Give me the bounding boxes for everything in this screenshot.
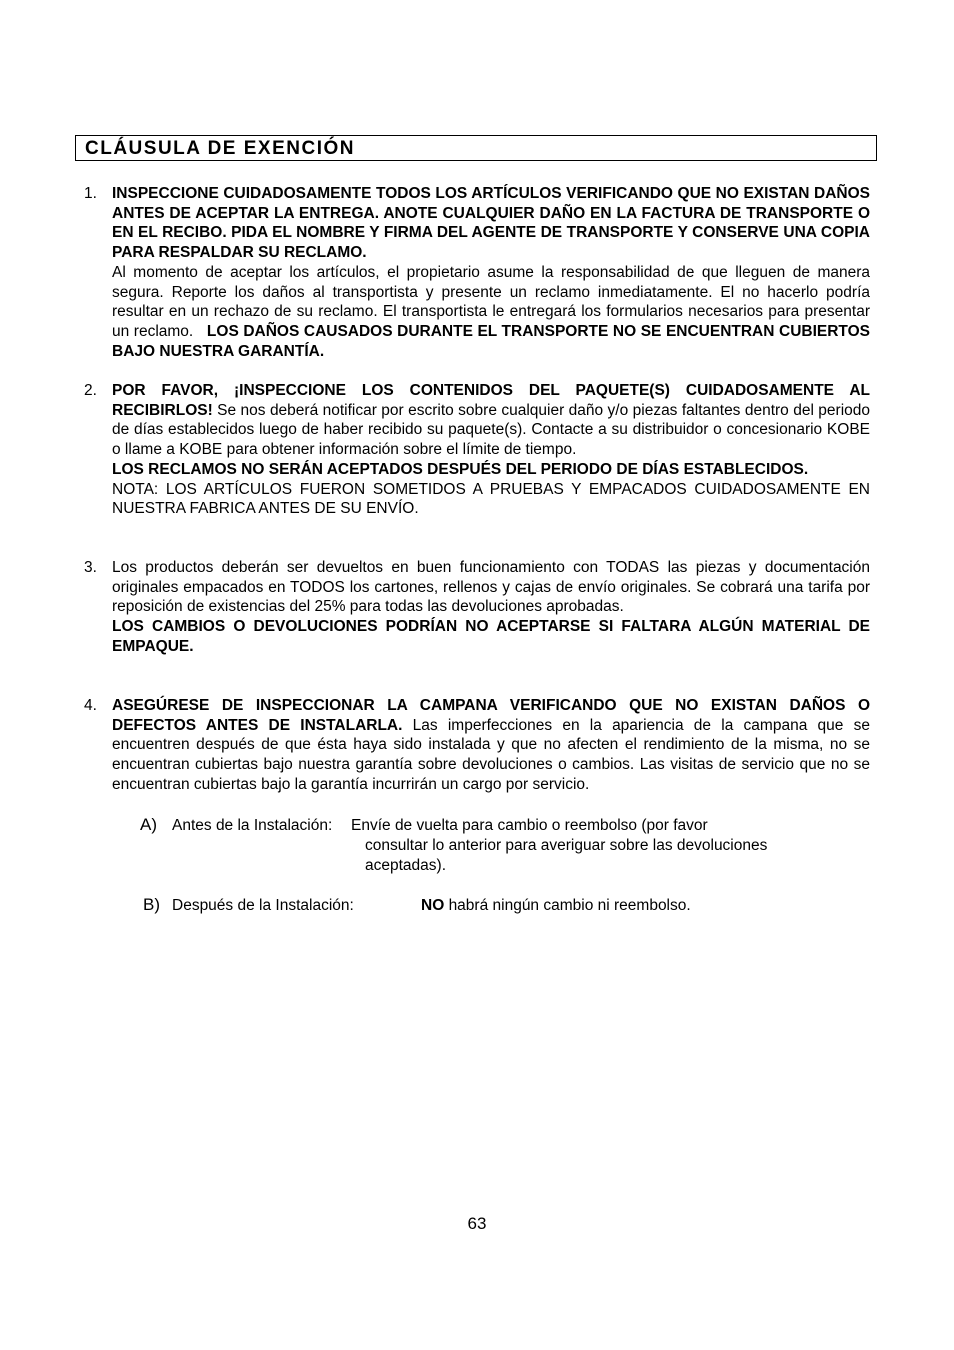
- option-b-letter: B): [143, 895, 160, 914]
- clause-body: [112, 381, 870, 519]
- section-title-box: [75, 135, 877, 161]
- option-b-text: [421, 896, 691, 916]
- clause-paragraph: [112, 696, 870, 795]
- clause-text: Al momento de aceptar los artículos, el propietario asume la responsabilidad de que lleguen de manera segura. Reporte los daños al transportista y presente un reclamo inmediatamente. El no hacerlo podría resultar en un rechazo de su reclamo. El transportista le entregará los formularios necesarios para presentar un reclamo.: [112, 263, 870, 340]
- clause-2: [84, 381, 870, 519]
- option-a-line-1: Envíe de vuelta para cambio o reembolso (por favor: [351, 817, 708, 834]
- option-a-letter: A): [140, 815, 157, 834]
- clause-1: [84, 184, 870, 361]
- clause-body: [112, 558, 870, 657]
- clause-text: Las imperfecciones en la apariencia de la campana que se encuentren después de que ésta haya sido instalada y que no afecten el rendimiento de la misma, no se encuentran cubiertas bajo nuestra garantía sobre devoluciones o cambios. Las visitas de servicio que no se encuentran cubiertas bajo la garantía incurrirán un cargo por servicio.: [112, 716, 870, 793]
- option-b-bold-word: NO: [421, 897, 445, 914]
- clause-body: [112, 696, 870, 795]
- option-a-line-2: consultar lo anterior para averiguar sobre las devoluciones: [365, 837, 768, 854]
- clause-3: [84, 558, 870, 657]
- clause-body: [112, 184, 870, 361]
- option-b-label: Después de la Instalación:: [172, 897, 354, 914]
- clause-bold-note: LOS RECLAMOS NO SERÁN ACEPTADOS DESPUÉS DEL PERIODO DE DÍAS ESTABLECIDOS.: [112, 460, 809, 478]
- option-b-rest: habrá ningún cambio ni reembolso.: [448, 897, 691, 914]
- clause-number: 2.: [84, 382, 97, 399]
- clause-number: 1.: [84, 185, 97, 202]
- clause-4: [84, 696, 870, 795]
- option-a-label: Antes de la Instalación:: [172, 817, 333, 834]
- clause-bold-end: LOS DAÑOS CAUSADOS DURANTE EL TRANSPORTE NO SE ENCUENTRAN CUBIERTOS BAJO NUESTRA GARANTÍA.: [112, 322, 871, 360]
- clause-text: Se nos deberá notificar por escrito sobre cualquier daño y/o piezas faltantes dentro del periodo de días establecidos luego de haber recibido su paquete(s). Contacte a su distribuidor o concesionario KOBE o llame a KOBE para obtener información sobre el límite de tiempo.: [112, 401, 871, 459]
- option-a-line-3: aceptadas).: [365, 857, 446, 874]
- clause-text: Los productos deberán ser devueltos en buen funcionamiento con TODAS las piezas y documentación originales empacados en TODOS los cartones, rellenos y cajas de envío originales. Se cobrará una tarifa por reposición de existencias del 25% para todas las devoluciones aprobadas.: [112, 559, 870, 616]
- clause-note: NOTA: LOS ARTÍCULOS FUERON SOMETIDOS A PRUEBAS Y EMPACADOS CUIDADOSAMENTE EN NUESTRA FABRICA ANTES DE SU ENVÍO.: [112, 480, 870, 518]
- page-title: CLÁUSULA DE EXENCIÓN: [85, 138, 355, 159]
- clause-bold-intro: ASEGÚRESE DE INSPECCIONAR LA CAMPANA VERIFICANDO QUE NO EXISTAN DAÑOS O DEFECTOS ANTES DE INSTALARLA.: [112, 697, 870, 734]
- clause-bold-intro: INSPECCIONE CUIDADOSAMENTE TODOS LOS ARTÍCULOS VERIFICANDO QUE NO EXISTAN DAÑOS ANTES DE ACEPTAR LA ENTREGA. ANOTE CUALQUIER DAÑO EN LA FACTURA DE TRANSPORTE O EN EL RECIBO. PIDA EL NOMBRE Y FIRMA DEL AGENTE DE TRANSPORTE Y CONSERVE UNA COPIA PARA RESPALDAR SU RECLAMO.: [112, 185, 870, 262]
- clause-bold-note: LOS CAMBIOS O DEVOLUCIONES PODRÍAN NO ACEPTARSE SI FALTARA ALGÚN MATERIAL DE EMPAQUE.: [112, 618, 870, 655]
- clause-number: 3.: [84, 559, 97, 576]
- clause-bold-intro: POR FAVOR, ¡INSPECCIONE LOS CONTENIDOS DEL PAQUETE(S) CUIDADOSAMENTE AL RECIBIRLOS!: [112, 382, 870, 419]
- clause-number: 4.: [84, 697, 97, 714]
- clause-paragraph: [112, 381, 870, 460]
- page-number: 63: [467, 1214, 487, 1233]
- clause-paragraph: [112, 263, 870, 362]
